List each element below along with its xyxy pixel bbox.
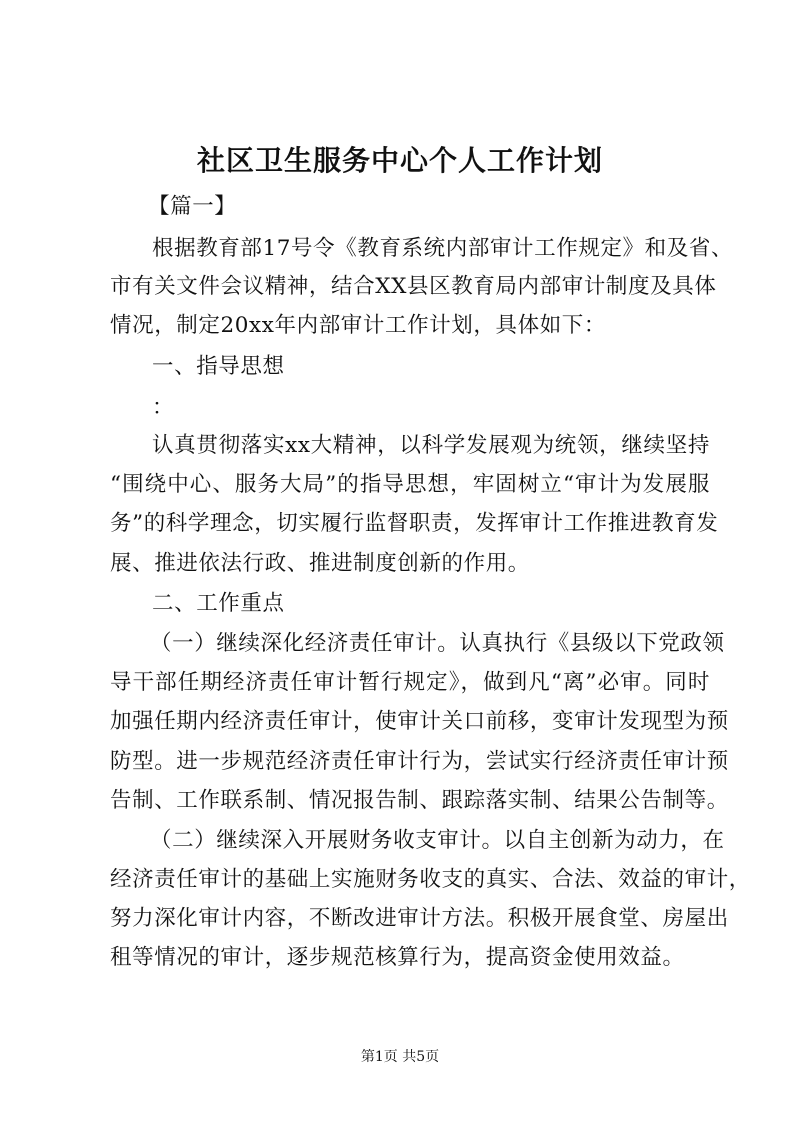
paragraph-line: ： [152, 395, 175, 420]
paragraph-line: 防型。进一步规范经济责任审计行为，尝试实行经济责任审计预 [110, 749, 729, 774]
document-title: 社区卫生服务中心个人工作计划 [196, 144, 603, 177]
paragraph-line: 根据教育部17号令《教育系统内部审计工作规定》和及省、 [152, 236, 734, 261]
paragraph-line: 展、推进依法行政、推进制度创新的作用。 [110, 551, 530, 576]
paragraph-line: 情况，制定20xx年内部审计工作计划，具体如下： [110, 313, 607, 338]
paragraph-line: 导干部任期经济责任审计暂行规定》，做到凡“离”必审。同时 [110, 670, 710, 695]
section-label: 【篇一】 [148, 194, 237, 219]
section-heading: 一、指导思想 [152, 354, 285, 379]
paragraph-line: 市有关文件会议精神，结合XX县区教育局内部审计制度及具体 [110, 274, 717, 299]
paragraph-line: 租等情况的审计，逐步规范核算行为，提高资金使用效益。 [110, 945, 685, 970]
paragraph-line: （二）继续深入开展财务收支审计。以自主创新为动力，在 [150, 828, 725, 853]
paragraph-line: 认真贯彻落实xx大精神，以科学发展观为统领，继续坚持 [152, 433, 710, 458]
paragraph-line: 加强任期内经济责任审计，使审计关口前移，变审计发现型为预 [110, 709, 729, 734]
paragraph-line: 经济责任审计的基础上实施财务收支的真实、合法、效益的审计， [110, 867, 751, 892]
paragraph-line: 努力深化审计内容，不断改进审计方法。积极开展食堂、房屋出 [110, 906, 729, 931]
section-heading: 二、工作重点 [152, 591, 285, 616]
paragraph-line: （一）继续深化经济责任审计。认真执行《县级以下党政领 [150, 631, 725, 656]
page-number-footer: 第1页 共5页 [360, 1049, 440, 1065]
paragraph-line: “围绕中心、服务大局”的指导思想，牢固树立“审计为发展服 [110, 472, 710, 497]
paragraph-line: 告制、工作联系制、情况报告制、跟踪落实制、结果公告制等。 [110, 788, 729, 813]
paragraph-line: 务”的科学理念，切实履行监督职责，发挥审计工作推进教育发 [110, 511, 719, 536]
